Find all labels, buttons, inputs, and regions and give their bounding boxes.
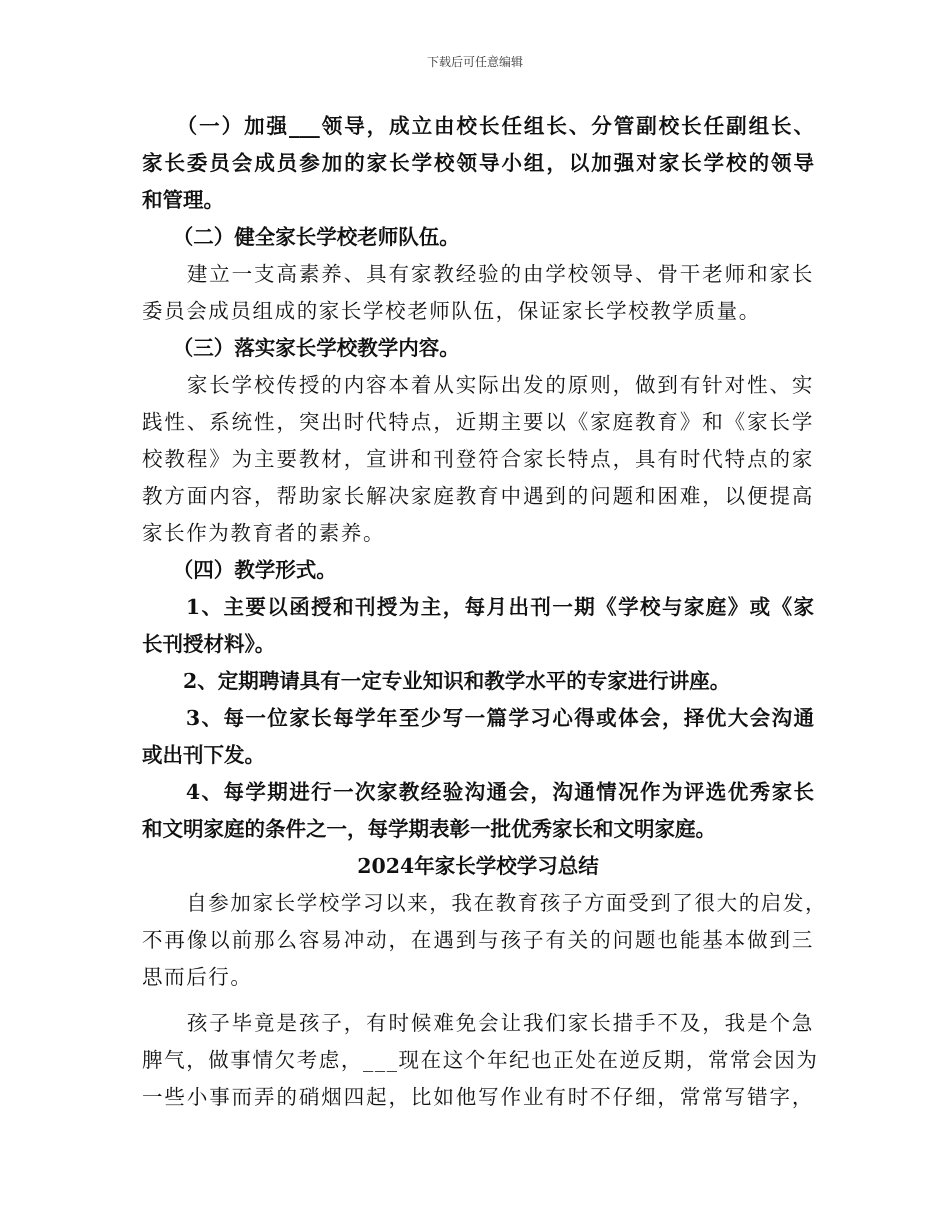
summary-line: 孩子毕竟是孩子，有时候难免会让我们家长措手不及，我是个急 bbox=[142, 1011, 814, 1035]
paragraph-line: 家长学校传授的内容本着从实际出发的原则，做到有针对性、实 bbox=[142, 373, 814, 397]
summary-line: 不再像以前那么容易冲动，在遇到与孩子有关的问题也能基本做到三 bbox=[142, 928, 814, 952]
paragraph-line: 4、每学期进行一次家教经验沟通会，沟通情况作为评选优秀家长 bbox=[142, 780, 814, 804]
paragraph-line: 校教程》为主要教材，宣讲和刊登符合家长特点，具有时代特点的家 bbox=[142, 447, 814, 471]
paragraph-line: 家长委员会成员参加的家长学校领导小组，以加强对家长学校的领导 bbox=[142, 151, 814, 175]
paragraph-line: （一）加强___领导，成立由校长任组长、分管副校长任副组长、 bbox=[142, 114, 814, 138]
document-body bbox=[142, 108, 828, 1116]
section-heading: （二）健全家长学校老师队伍。 bbox=[142, 225, 460, 249]
paragraph-line: 建立一支高素养、具有家教经验的由学校领导、骨干老师和家长 bbox=[142, 262, 814, 286]
paragraph-line: 家长作为教育者的素养。 bbox=[142, 521, 386, 545]
section-heading: （四）教学形式。 bbox=[142, 558, 337, 582]
paragraph-line: 和管理。 bbox=[142, 188, 224, 212]
section-heading: （三）落实家长学校教学内容。 bbox=[142, 336, 460, 360]
summary-line: 自参加家长学校学习以来，我在教育孩子方面受到了很大的启发， bbox=[142, 891, 828, 915]
paragraph-line: 和文明家庭的条件之一，每学期表彰一批优秀家长和文明家庭。 bbox=[142, 817, 716, 841]
paragraph-line: 3、每一位家长每学年至少写一篇学习心得或体会，择优大会沟通 bbox=[142, 706, 814, 730]
summary-line: 一些小事而弄的硝烟四起，比如他写作业有时不仔细，常常写错字， bbox=[142, 1085, 814, 1109]
page-header-note: 下载后可任意编辑 bbox=[426, 55, 523, 69]
paragraph-line: 1、主要以函授和刊授为主，每月出刊一期《学校与家庭》或《家 bbox=[142, 595, 814, 619]
section-title: 2024年家长学校学习总结 bbox=[357, 854, 599, 878]
paragraph-line: 或出刊下发。 bbox=[142, 743, 265, 767]
paragraph-line: 委员会成员组成的家长学校老师队伍，保证家长学校教学质量。 bbox=[142, 299, 761, 323]
paragraph-line: 践性、系统性，突出时代特点，近期主要以《家庭教育》和《家长学 bbox=[142, 410, 814, 434]
paragraph-line: 长刊授材料》。 bbox=[142, 632, 276, 656]
paragraph-line: 2、定期聘请具有一定专业知识和教学水平的专家进行讲座。 bbox=[142, 669, 731, 693]
paragraph-line: 教方面内容，帮助家长解决家庭教育中遇到的问题和困难，以便提高 bbox=[142, 484, 814, 508]
summary-line: 脾气，做事情欠考虑，___现在这个年纪也正处在逆反期，常常会因为 bbox=[142, 1048, 819, 1072]
summary-line: 思而后行。 bbox=[142, 965, 253, 989]
